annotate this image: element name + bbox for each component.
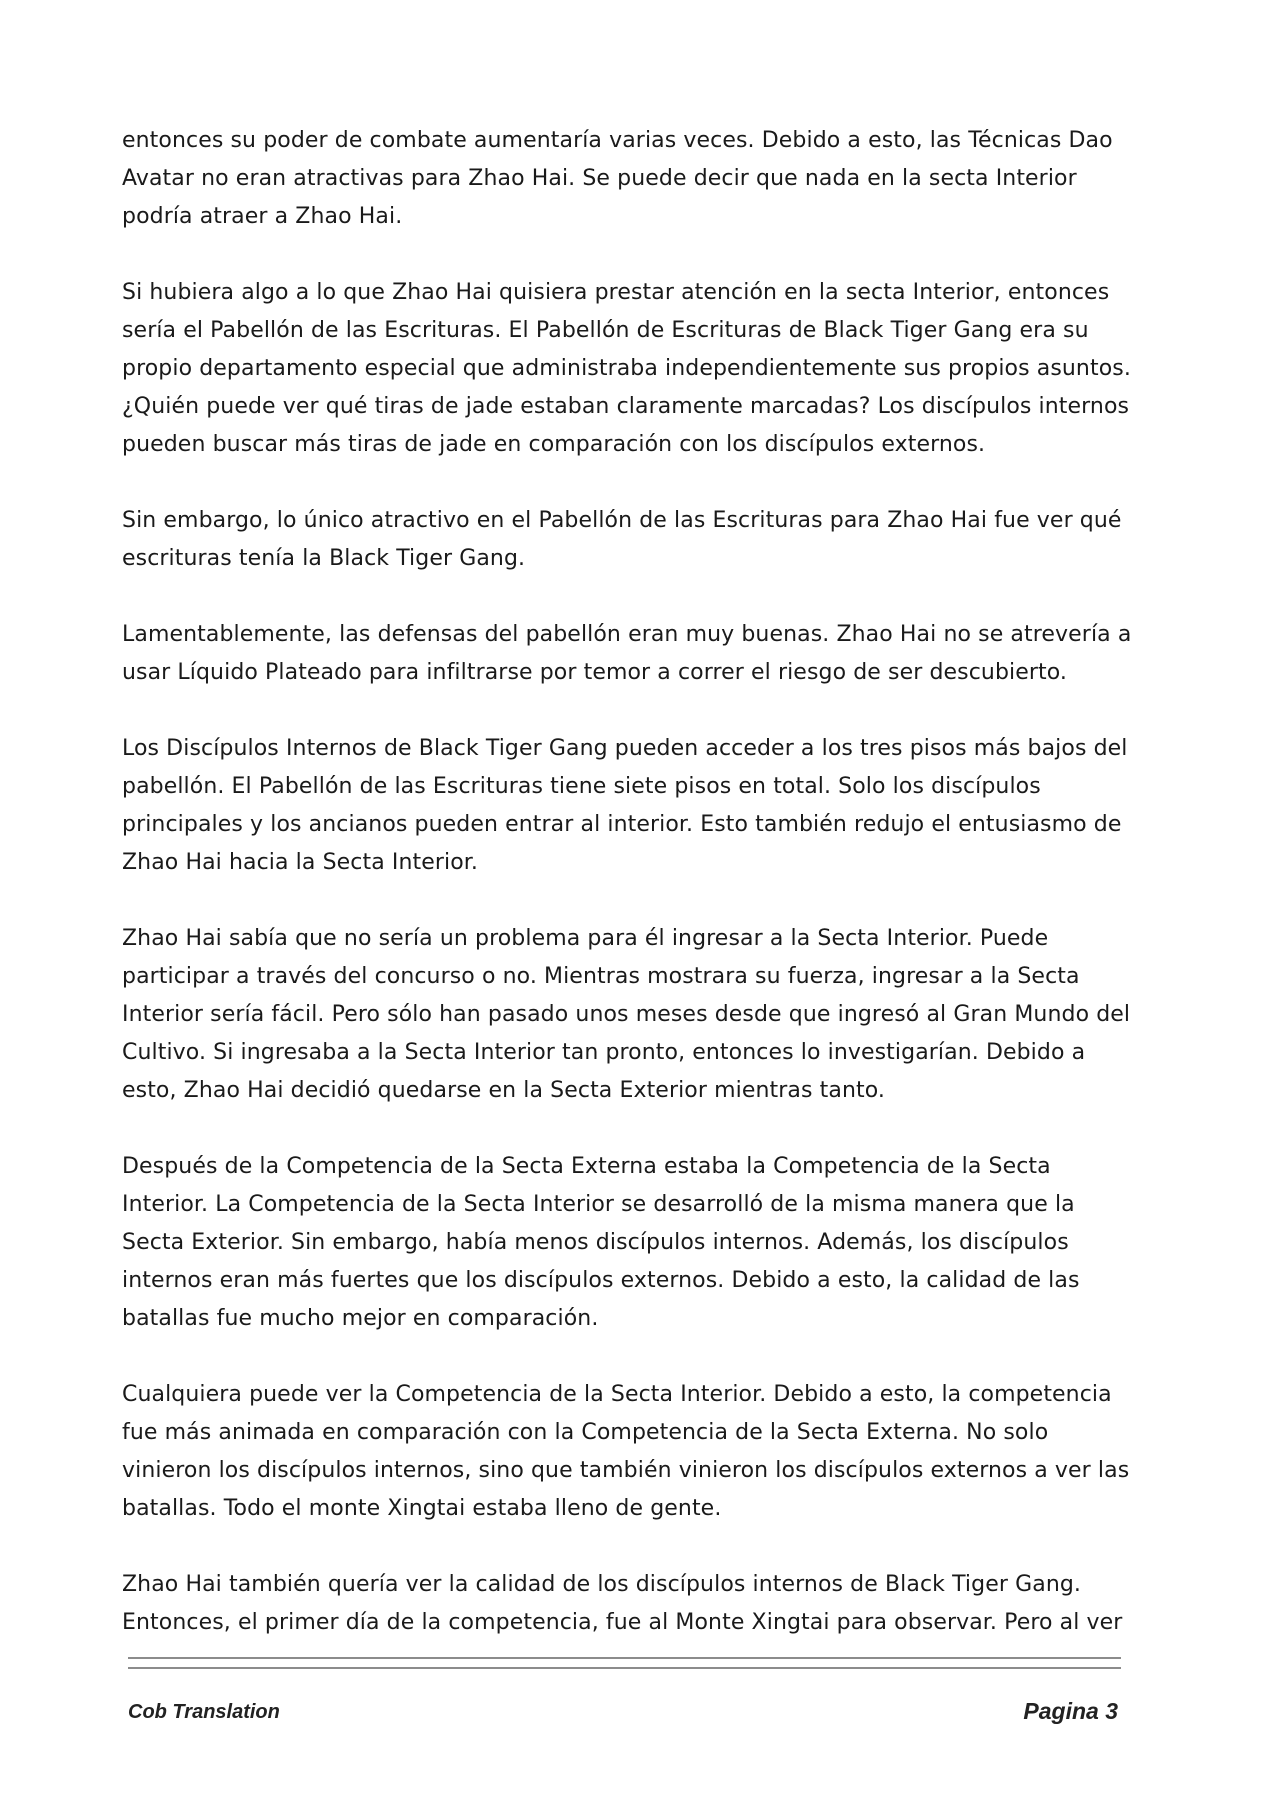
paragraph: Cualquiera puede ver la Competencia de la Secta Interior. Debido a esto, la competencia fue más animada en comparación con la Competencia de la Secta Externa. No solo vinieron los discípulos internos, sino que también vinieron los discípulos externos a ver las batallas. Todo el monte Xingtai estaba lleno de gente. [122, 1382, 1130, 1521]
paragraph: Los Discípulos Internos de Black Tiger Gang pueden acceder a los tres pisos más bajos del pabellón. El Pabellón de las Escrituras tiene siete pisos en total. Solo los discípulos principales y los ancianos pueden entrar al interior. Esto también redujo el entusiasmo de Zhao Hai hacia la Secta Interior. [122, 736, 1128, 875]
paragraph: Si hubiera algo a lo que Zhao Hai quisiera prestar atención en la secta Interior, entonces sería el Pabellón de las Escrituras. El Pabellón de Escrituras de Black Tiger Gang era su propio departamento especial que administraba independientemente sus propios asuntos. ¿Quién puede ver qué tiras de jade estaban claramente marcadas? Los discípulos internos pueden buscar más tiras de jade en comparación con los discípulos externos. [122, 280, 1131, 457]
footer-divider-top [128, 1657, 1121, 1659]
paragraph: Lamentablemente, las defensas del pabellón eran muy buenas. Zhao Hai no se atrevería a usar Líquido Plateado para infiltrarse por temor a correr el riesgo de ser descubierto. [122, 622, 1132, 685]
footer-source-label: Cob Translation [128, 1701, 280, 1723]
footer-page-number: Pagina 3 [1023, 1698, 1118, 1724]
paragraph: Zhao Hai también quería ver la calidad de los discípulos internos de Black Tiger Gang. Entonces, el primer día de la competencia, fue al Monte Xingtai para observar. Pero al ver [122, 1572, 1123, 1635]
paragraph: entonces su poder de combate aumentaría varias veces. Debido a esto, las Técnicas Dao Avatar no eran atractivas para Zhao Hai. Se puede decir que nada en la secta Interior podría atraer a Zhao Hai. [122, 128, 1113, 229]
paragraph: Zhao Hai sabía que no sería un problema para él ingresar a la Secta Interior. Puede participar a través del concurso o no. Mientras mostrara su fuerza, ingresar a la Secta Interior sería fácil. Pero sólo han pasado unos meses desde que ingresó al Gran Mundo del Cultivo. Si ingresaba a la Secta Interior tan pronto, entonces lo investigarían. Debido a esto, Zhao Hai decidió quedarse en la Secta Exterior mientras tanto. [122, 926, 1131, 1103]
document-body [122, 122, 1132, 1642]
paragraph: Sin embargo, lo único atractivo en el Pabellón de las Escrituras para Zhao Hai fue ver qué escrituras tenía la Black Tiger Gang. [122, 508, 1122, 571]
paragraph: Después de la Competencia de la Secta Externa estaba la Competencia de la Secta Interior. La Competencia de la Secta Interior se desarrolló de la misma manera que la Secta Exterior. Sin embargo, había menos discípulos internos. Además, los discípulos internos eran más fuertes que los discípulos externos. Debido a esto, la calidad de las batallas fue mucho mejor en comparación. [122, 1154, 1080, 1331]
footer-divider-bottom [128, 1667, 1121, 1669]
